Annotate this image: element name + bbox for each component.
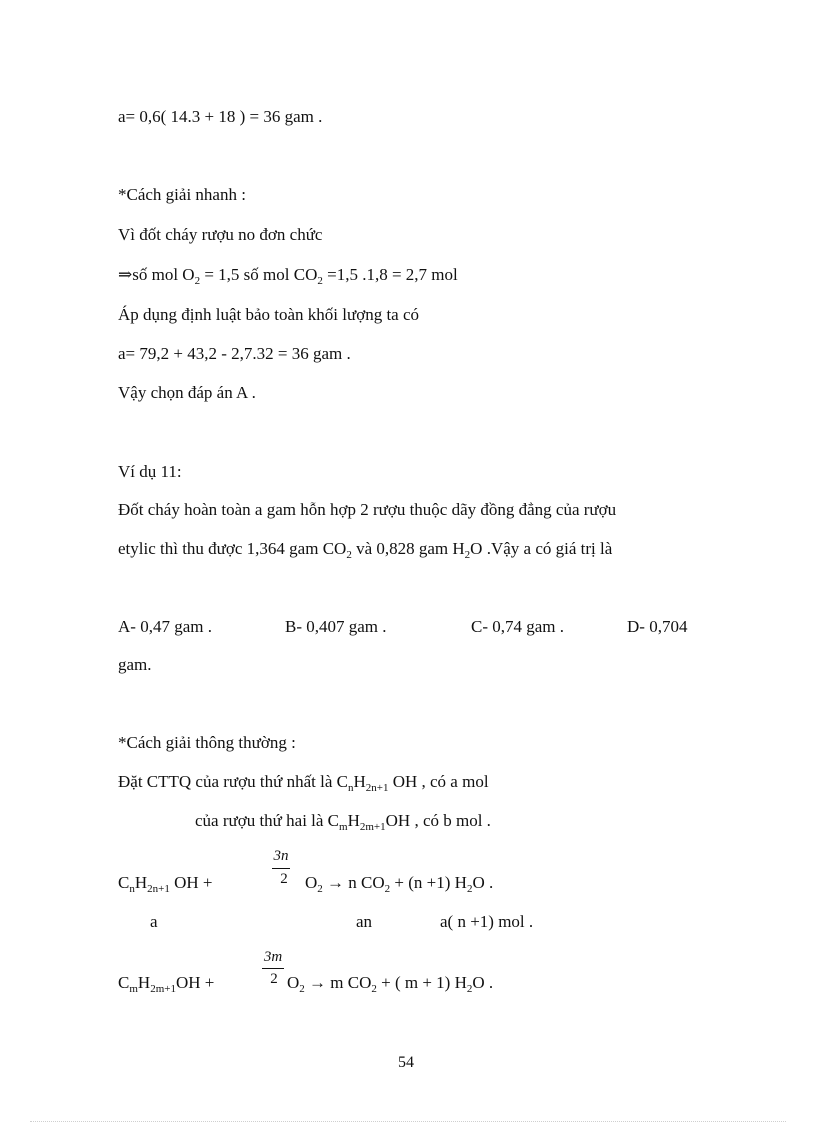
equation-1-moles-an: an (356, 912, 373, 931)
option-d-continued: gam. (118, 655, 152, 674)
option-b: B- 0,407 gam . (285, 617, 387, 636)
problem-line-1: Đốt cháy hoàn toàn a gam hỗn hợp 2 rượu thuộc dãy đồng đẳng của rượu (118, 500, 617, 519)
usual-method-heading: *Cách giải thông thường : (118, 733, 296, 752)
equation-2-right: $O_2 \to m$ $CO_2$ + ( m + 1) $H_2O$ . (287, 973, 494, 995)
text-line-6: a= 79,2 + 43,2 - 2,7.32 = 36 gam . (118, 344, 351, 363)
text-line-5: Áp dụng định luật bảo toàn khối lượng ta có (118, 305, 420, 324)
text-line-4: ⇒số mol $O_2 = 1,5$ số mol $CO_2 =1,5$ .1,8 = 2,7 mol (118, 265, 458, 287)
equation-1-fraction-bar (272, 868, 290, 869)
equation-1-moles-water: a( n +1) mol . (440, 912, 534, 931)
example-heading: Ví dụ 11: (118, 462, 182, 481)
page-number: 54 (398, 1054, 414, 1071)
equation-1-moles-a: a (150, 912, 158, 931)
equation-2-left: $C_mH_{2m+1}OH$ + (118, 973, 215, 995)
equation-1-fraction-numerator: 3n (273, 848, 289, 864)
text-line-14: của rượu thứ hai là $C_mH_{2m+1}OH$ , có b mol . (195, 811, 491, 833)
option-c: C- 0,74 gam . (471, 617, 565, 636)
option-a: A- 0,47 gam . (118, 617, 212, 636)
text-line-13: Đặt CTTQ của rượu thứ nhất là $C_nH_{2n+1}$ OH , có a mol (118, 772, 489, 794)
problem-line-2: etylic thì thu được 1,364 gam $CO_2$ và 0,828 gam $H_2O$ .Vậy a có giá trị là (118, 539, 613, 561)
equation-1-right: $O_2 \to n$ $CO_2 + (n +1)$ $H_2O$ . (305, 873, 494, 895)
text-line-3: Vì đốt cháy rượu no đơn chức (118, 225, 323, 244)
equation-2-fraction-denominator: 2 (270, 971, 278, 987)
equation-1-fraction-denominator: 2 (280, 871, 288, 887)
option-d: D- 0,704 (627, 617, 688, 636)
equation-2-fraction-numerator: 3m (263, 949, 283, 965)
page-bottom-divider (30, 1121, 786, 1122)
equation-2-fraction-bar (262, 968, 284, 969)
text-line-7: Vậy chọn đáp án A . (118, 383, 256, 402)
equation-1-left: $C_nH_{2n+1}$ OH + (118, 873, 213, 895)
text-line-1: a= 0,6( 14.3 + 18 ) = 36 gam . (118, 107, 323, 126)
quick-method-heading: *Cách giải nhanh : (118, 185, 246, 204)
